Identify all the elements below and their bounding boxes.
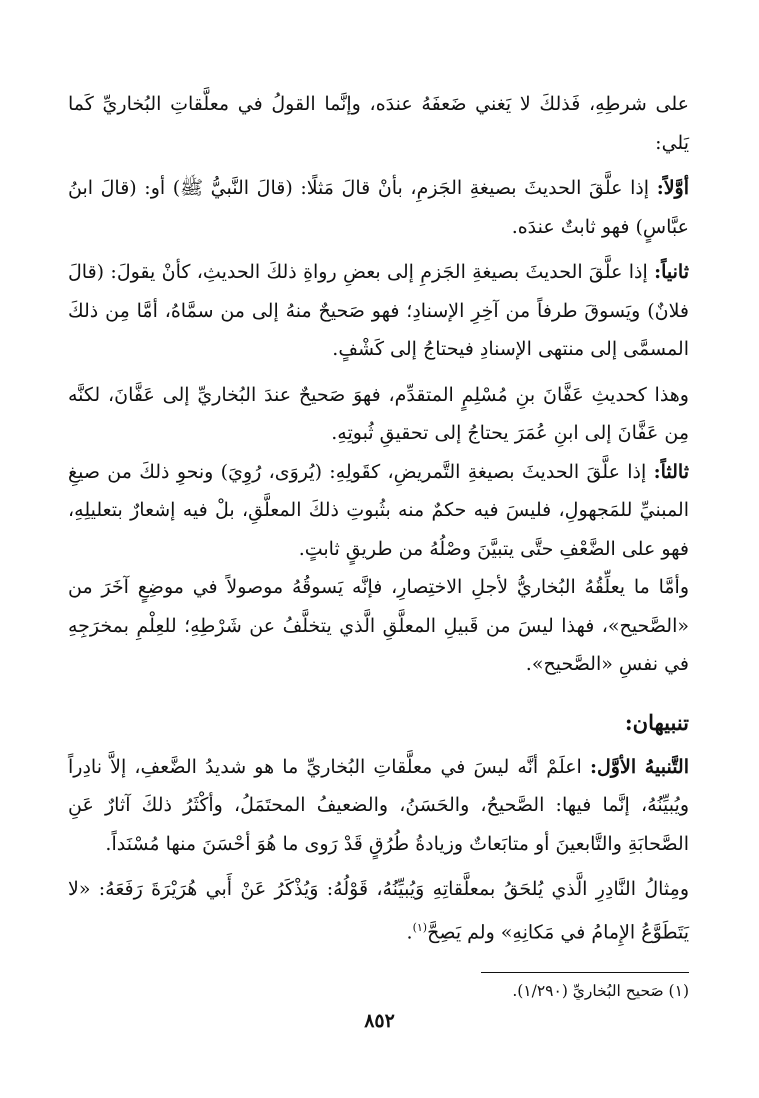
paragraph-text: إذا علَّقَ الحديثَ بصيغةِ الجَزمِ إلى بعضِ رواةِ ذلكَ الحديثِ، كأنْ يقولَ: (قالَ فلانٌ) ويَسوقَ طرفاً من آخِرِ الإسنادِ؛ فهو صَحيحٌ منهُ إلى من سمَّاهُ، أمَّا مِن ذلكَ المسمَّى إلى منتهى الإسنادِ فيحتاجُ إلى كَشْفٍ.: [68, 261, 689, 360]
paragraph-text: وهذا كحديثِ عَفَّانَ بنِ مُسْلِمٍ المتقدِّم، فهوَ صَحيحٌ عندَ البُخاريِّ إلى عَفَّانَ، لكنَّه مِن عَفَّانَ إلى ابنِ عُمَرَ يحتاجُ إلى تحقيقِ ثُبوتِهِ.: [68, 383, 689, 444]
footnote-divider: [481, 972, 689, 973]
paragraph-second: [68, 253, 689, 369]
note-first: [68, 748, 689, 864]
paragraph-lead: أوَّلاً:: [656, 177, 689, 199]
paragraph-text: إذا علَّقَ الحديثَ بصيغةِ الجَزمِ، بأنْ قالَ مَثلًا: (قالَ النَّبيُّ ﷺ) أو: (قالَ ابنُ عبَّاسٍ) فهو ثابتٌ عندَه.: [68, 177, 689, 238]
paragraph-intro: [68, 85, 689, 162]
note-text: اعلَمْ أنَّه ليسَ في معلَّقاتِ البُخاريِّ ما هو شديدُ الضَّعفِ، إلاَّ نادِراً ويُبيِّنُهُ، إنَّما فيها: الصَّحيحُ، والحَسَنُ، والضعيفُ المحتَمَلُ، وأكْثَرُ ذلكَ آثارٌ عَنِ الصَّحابَةِ والتَّابعينَ أو متابَعاتٌ وزيادةُ طُرُقٍ قَدْ رَوى ما هُوَ أحْسَنَ منها مُسْنَداً.: [68, 755, 689, 855]
section-heading: تنبيهان:: [624, 709, 689, 735]
paragraph-third: [68, 453, 689, 569]
footnote-marker[interactable]: (١): [412, 920, 428, 934]
page-body: [68, 85, 689, 951]
paragraph-text: إذا علَّقَ الحديثَ بصيغةِ التَّمريضِ، كقَولِهِ: (يُروَى، رُوِيَ) ونحوِ ذلكَ من صيغِ المبنيِّ للمَجهولِ، فليسَ فيه حكمٌ منه بثُبوتِ ذلكَ المعلَّقِ، بلْ فيه إشعارٌ بتعليلِهِ، فهو على الضَّعْفِ حتَّى يتبيَّنَ وصْلُهُ من طريقٍ ثابتٍ.: [68, 460, 689, 560]
paragraph-lead: ثانياً:: [654, 261, 689, 283]
footnote: (١) صَحيح البُخاريِّ (١/٢٩٠).: [512, 982, 689, 1000]
paragraph-first: [68, 169, 689, 246]
note-example: ومِثالُ النَّادِرِ الَّذي يُلحَقُ بمعلَّقاتِهِ وَيُبيِّنُهُ، قَوْلُهُ: وَيُذْكَرُ عَنْ أَبي هُرَيْرَةَ رَفَعَهُ: «لا يَتَطَوَّعُ الإِمامُ في مَكانِهِ» ولم يَصِحَّ$^{(١)}$.: [68, 878, 689, 943]
paragraph-example: [68, 376, 689, 453]
note-lead: التَّنبيهُ الأوَّل:: [589, 755, 689, 778]
note-text: ومِثالُ النَّادِرِ الَّذي يُلحَقُ بمعلَّقاتِهِ وَيُبيِّنُهُ، قَوْلُهُ: وَيُذْكَرُ عَنْ أَبي هُرَيْرَةَ رَفَعَهُ: «لا يَتَطَوَّعُ الإِمامُ في مَكانِهِ» ولم يَصِحَّ: [68, 878, 689, 943]
paragraph-text: على شرطِهِ، فَذلكَ لا يَغني ضَعفَهُ عندَه، وإنَّما القولُ في معلَّقاتِ البُخاريِّ كَما يَلي:: [68, 93, 689, 154]
paragraph-text: وأمَّا ما يعلِّقُهُ البُخاريُّ لأجلِ الاختِصارِ، فإنَّه يَسوقُهُ موصولاً في موضِعٍ آخَرَ من «الصَّحيح»، فهذا ليسَ من قَبيلِ المعلَّقِ الَّذي يتخلَّفُ عن شَرْطِهِ؛ للعِلْمِ بمخرَجِهِ في نفسِ «الصَّحيح».: [68, 576, 689, 675]
paragraph-lead: ثالثاً:: [653, 460, 689, 483]
paragraph-abridgement: [68, 568, 689, 684]
page-number: ٨٥٢: [364, 1010, 395, 1032]
